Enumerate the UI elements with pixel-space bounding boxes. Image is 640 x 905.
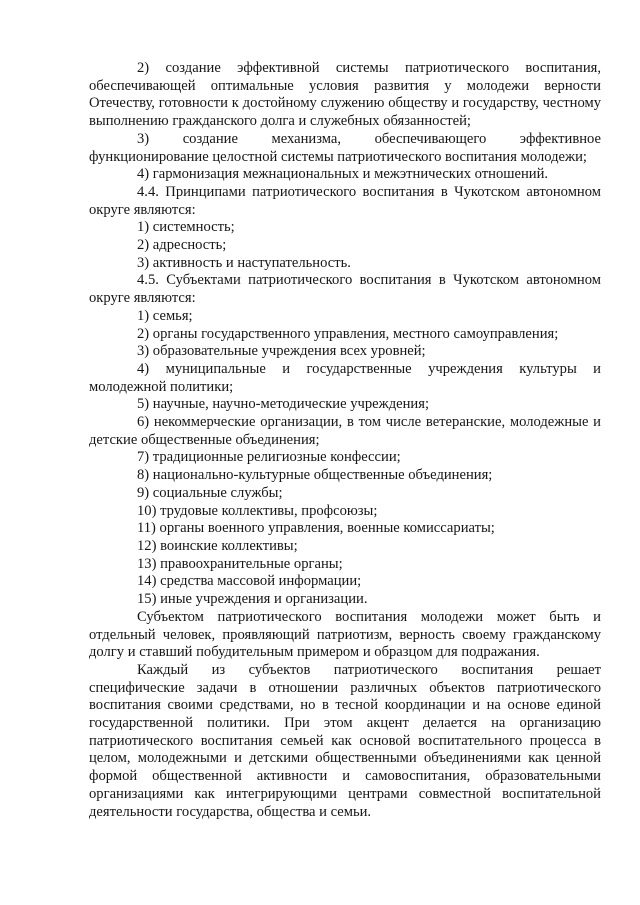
subject-item: 2) органы государственного управления, местного самоуправления; [137,325,559,342]
subject-item: 11) органы военного управления, военные комиссариаты; [137,520,495,537]
principle-item: 1) системность; [137,219,235,236]
paragraph-3-mechanism: 3) создание механизма, обеспечивающего эффективное функционирование целостной системы патриотического воспитания молодежи; [89,130,601,165]
subject-item: 1) семья; [137,307,193,324]
subject-item: 3) образовательные учреждения всех уровней; [137,343,426,360]
subject-item: 6) некоммерческие организации, в том числе ветеранские, молодежные и детские общественные объединения; [89,414,601,448]
subject-item: 13) правоохранительные органы; [137,555,343,572]
paragraph-individual-subject: Субъектом патриотического воспитания молодежи может быть и отдельный человек, проявляющий патриотизм, верность своему гражданскому долгу и ставший побудительным примером и образцом для подражания. [89,608,601,661]
paragraph-each-subject: Каждый из субъектов патриотического воспитания решает специфические задачи в отношении различных объектов патриотического воспитания своими средствами, но в тесной координации и на основе единой государственной политики. При этом акцент делается на организацию патриотического воспитания семьей как основой воспитательного процесса в целом, молодежными и детскими общественными объединениями как ценной формой общественной активности и самовоспитания, образовательными организациями как интегрирующими центрами совместной воспитательной деятельности государства, общества и семьи. [89,661,601,820]
subject-item: 15) иные учреждения и организации. [137,591,368,608]
subject-item: 5) научные, научно-методические учреждения; [137,396,430,413]
section-4-5-heading: 4.5. Субъектами патриотического воспитания в Чукотском автономном округе являются: [89,272,601,307]
subject-item: 7) традиционные религиозные конфессии; [137,449,401,466]
principle-item: 3) активность и наступательность. [137,254,351,271]
paragraph-4-harmonization: 4) гармонизация межнациональных и межэтнических отношений. [137,166,549,183]
subject-item: 12) воинские коллективы; [137,537,298,554]
subject-item: 4) муниципальные и государственные учреждения культуры и молодежной политики; [89,360,601,395]
paragraph-2-system: 2) создание эффективной системы патриотического воспитания, обеспечивающей оптимальные условия развития у молодежи верности Отечеству, готовности к достойному служению обществу и государству, честному выполнению гражданского долга и служебных обязанностей; [89,60,601,130]
subject-item: 8) национально-культурные общественные объединения; [137,467,493,484]
document-text [89,60,601,821]
subject-item: 10) трудовые коллективы, профсоюзы; [137,502,378,519]
subject-item: 9) социальные службы; [137,484,283,501]
subject-item: 14) средства массовой информации; [137,573,362,590]
section-4-4-heading: 4.4. Принципами патриотического воспитания в Чукотском автономном округе являются: [89,183,601,218]
principle-item: 2) адресность; [137,237,227,254]
